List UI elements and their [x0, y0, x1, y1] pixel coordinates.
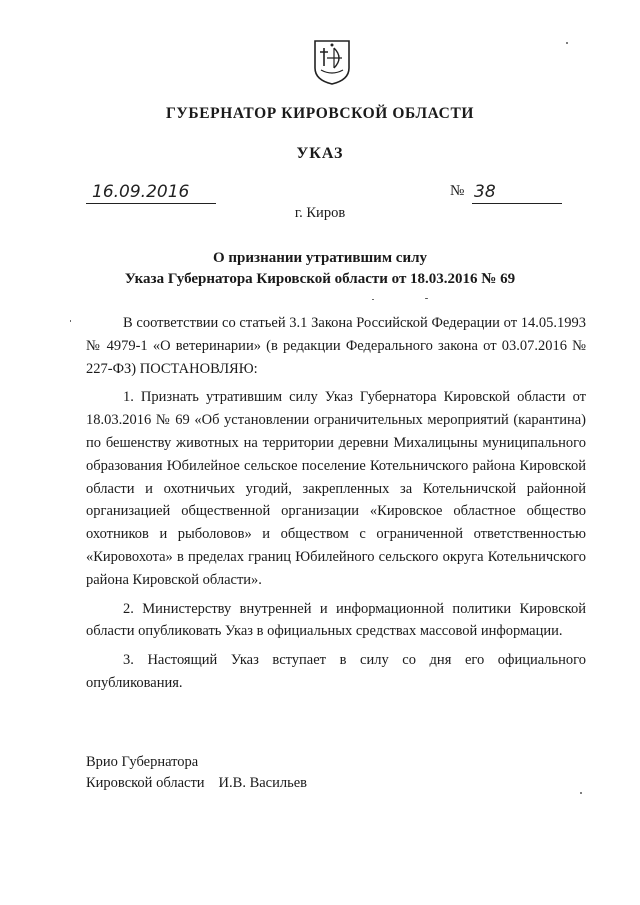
signatory-title-2: Кировской области [86, 775, 205, 791]
document-number-field [472, 181, 562, 204]
city: г. Киров [294, 205, 346, 221]
authority-title: ГУБЕРНАТОР КИРОВСКОЙ ОБЛАСТИ [165, 105, 475, 122]
signature-block [86, 752, 307, 794]
scan-speck [425, 298, 428, 299]
number-label: № [450, 183, 465, 199]
scan-speck [70, 320, 71, 322]
clause-1-paragraph: 1. Признать утратившим силу Указ Губернатора Кировской области от 18.03.2016 № 69 «Об установлении ограничительных мероприятий (карантина) по бешенству животных на территории деревни Михалицыны муниципального образования Юбилейное сельское поселение Котельничского района Кировской области и охотничьих угодий, закрепленных за Котельничской районной организацией общественной организации «Кировское областное общество охотников и рыболовов» и обществом с ограниченной ответственностью «Кировохота» в пределах границ Юбилейного сельского округа Котельничского района Кировской области». [86, 389, 586, 588]
signatory-name: И.В. Васильев [218, 775, 307, 791]
document-date: 16.09.2016 [92, 182, 190, 202]
document-number: 38 [474, 182, 496, 202]
signatory-title-1: Врио Губернатора [86, 754, 199, 770]
document-type: УКАЗ [296, 145, 344, 162]
scan-speck [372, 299, 374, 300]
coat-of-arms-icon [312, 38, 352, 86]
clause-2-paragraph: 2. Министерству внутренней и информационной политики Кировской области опубликовать Указ в официальных средствах массовой информации. [86, 600, 586, 640]
signatory-line-2 [86, 773, 307, 794]
document-body [86, 312, 586, 695]
document-date-field [86, 181, 216, 204]
scan-speck [580, 792, 582, 794]
preamble-paragraph: В соответствии со статьей 3.1 Закона Российской Федерации от 14.05.1993 № 4979-1 «О ветеринарии» (в редакции Федерального закона от 03.07.2016 № 227-ФЗ) ПОСТАНОВЛЯЮ: [86, 315, 586, 377]
scan-speck [566, 42, 568, 44]
clause-3-paragraph: 3. Настоящий Указ вступает в силу со дня его официального опубликования. [86, 652, 586, 691]
subject-line-1: О признании утратившим силу [213, 250, 427, 266]
subject-line-2: Указа Губернатора Кировской области от 18.03.2016 № 69 [124, 271, 516, 287]
